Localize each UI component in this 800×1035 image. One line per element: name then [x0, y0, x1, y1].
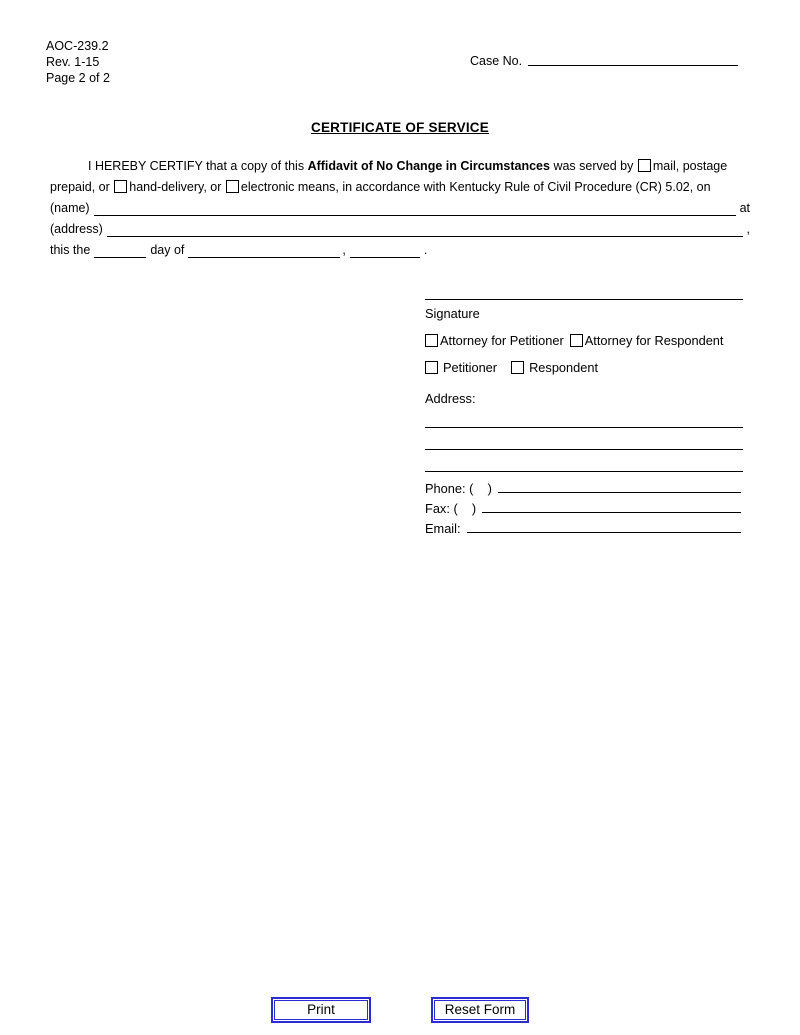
- case-number-field[interactable]: [528, 52, 738, 66]
- petitioner-checkbox[interactable]: [425, 361, 438, 374]
- date-comma: ,: [342, 243, 346, 257]
- mail-option-label: mail, postage prepaid, or: [50, 159, 728, 194]
- email-row: [425, 516, 743, 536]
- fax-row: [425, 496, 743, 516]
- fax-field[interactable]: [482, 499, 741, 513]
- form-action-buttons: [0, 997, 800, 1024]
- case-number-row: [470, 52, 738, 68]
- at-text: at: [739, 201, 750, 215]
- name-row: [50, 198, 750, 219]
- attorney-for-petitioner-label: Attorney for Petitioner: [440, 333, 564, 348]
- form-page-number: Page 2 of 2: [46, 71, 110, 85]
- fax-label: Fax: ( ): [425, 501, 477, 516]
- attorney-for-petitioner-checkbox[interactable]: [425, 334, 438, 347]
- address-block-label: Address:: [425, 391, 476, 406]
- respondent-checkbox[interactable]: [511, 361, 524, 374]
- respondent-label: Respondent: [529, 360, 599, 375]
- address-line-1[interactable]: [425, 406, 743, 428]
- petitioner-label: Petitioner: [443, 360, 498, 375]
- address-line-3[interactable]: [425, 450, 743, 472]
- phone-row: [425, 476, 743, 496]
- signature-block: [425, 292, 743, 536]
- form-number: AOC-239.2: [46, 39, 109, 53]
- address-comma: ,: [746, 222, 750, 236]
- served-name-field[interactable]: [94, 202, 736, 216]
- certificate-of-service-section: [50, 156, 750, 261]
- mail-checkbox[interactable]: [638, 159, 651, 172]
- this-the-text: this the: [50, 243, 91, 257]
- served-address-field[interactable]: [107, 223, 743, 237]
- email-field[interactable]: [467, 519, 741, 533]
- electronic-option-label: electronic means, in accordance with Kentucky Rule of Civil Procedure (CR) 5.02, on: [240, 180, 711, 194]
- served-by-text: was served by: [553, 159, 634, 173]
- attorney-checkbox-row: [425, 333, 743, 348]
- date-row: [50, 240, 750, 261]
- print-button[interactable]: Print: [271, 997, 371, 1024]
- attorney-for-respondent-checkbox[interactable]: [570, 334, 583, 347]
- month-field[interactable]: [188, 244, 340, 258]
- page-title: CERTIFICATE OF SERVICE: [311, 120, 489, 135]
- year-field[interactable]: [350, 244, 420, 258]
- attorney-for-respondent-label: Attorney for Respondent: [584, 333, 724, 348]
- certify-intro: I HEREBY CERTIFY that a copy of this: [88, 159, 305, 173]
- phone-label: Phone: ( ): [425, 481, 492, 496]
- address-line-2[interactable]: [425, 428, 743, 450]
- electronic-means-checkbox[interactable]: [226, 180, 239, 193]
- case-no-label: Case No.: [470, 54, 523, 68]
- date-period: .: [423, 243, 428, 257]
- form-id-block: [46, 38, 110, 86]
- phone-field[interactable]: [498, 479, 741, 493]
- reset-form-button[interactable]: Reset Form: [431, 997, 529, 1024]
- hand-delivery-checkbox[interactable]: [114, 180, 127, 193]
- affidavit-title: Affidavit of No Change in Circumstances: [307, 159, 550, 173]
- day-field[interactable]: [94, 244, 146, 258]
- email-label: Email:: [425, 521, 461, 536]
- address-row: [50, 219, 750, 240]
- hand-delivery-option-label: hand-delivery, or: [129, 180, 222, 194]
- day-of-text: day of: [150, 243, 185, 257]
- name-label: (name): [50, 201, 90, 215]
- signature-field[interactable]: [425, 292, 743, 300]
- form-revision: Rev. 1-15: [46, 55, 100, 69]
- served-address-label: (address): [50, 222, 103, 236]
- signature-label: Signature: [425, 306, 480, 321]
- certify-paragraph: [50, 156, 750, 198]
- party-checkbox-row: [425, 360, 743, 375]
